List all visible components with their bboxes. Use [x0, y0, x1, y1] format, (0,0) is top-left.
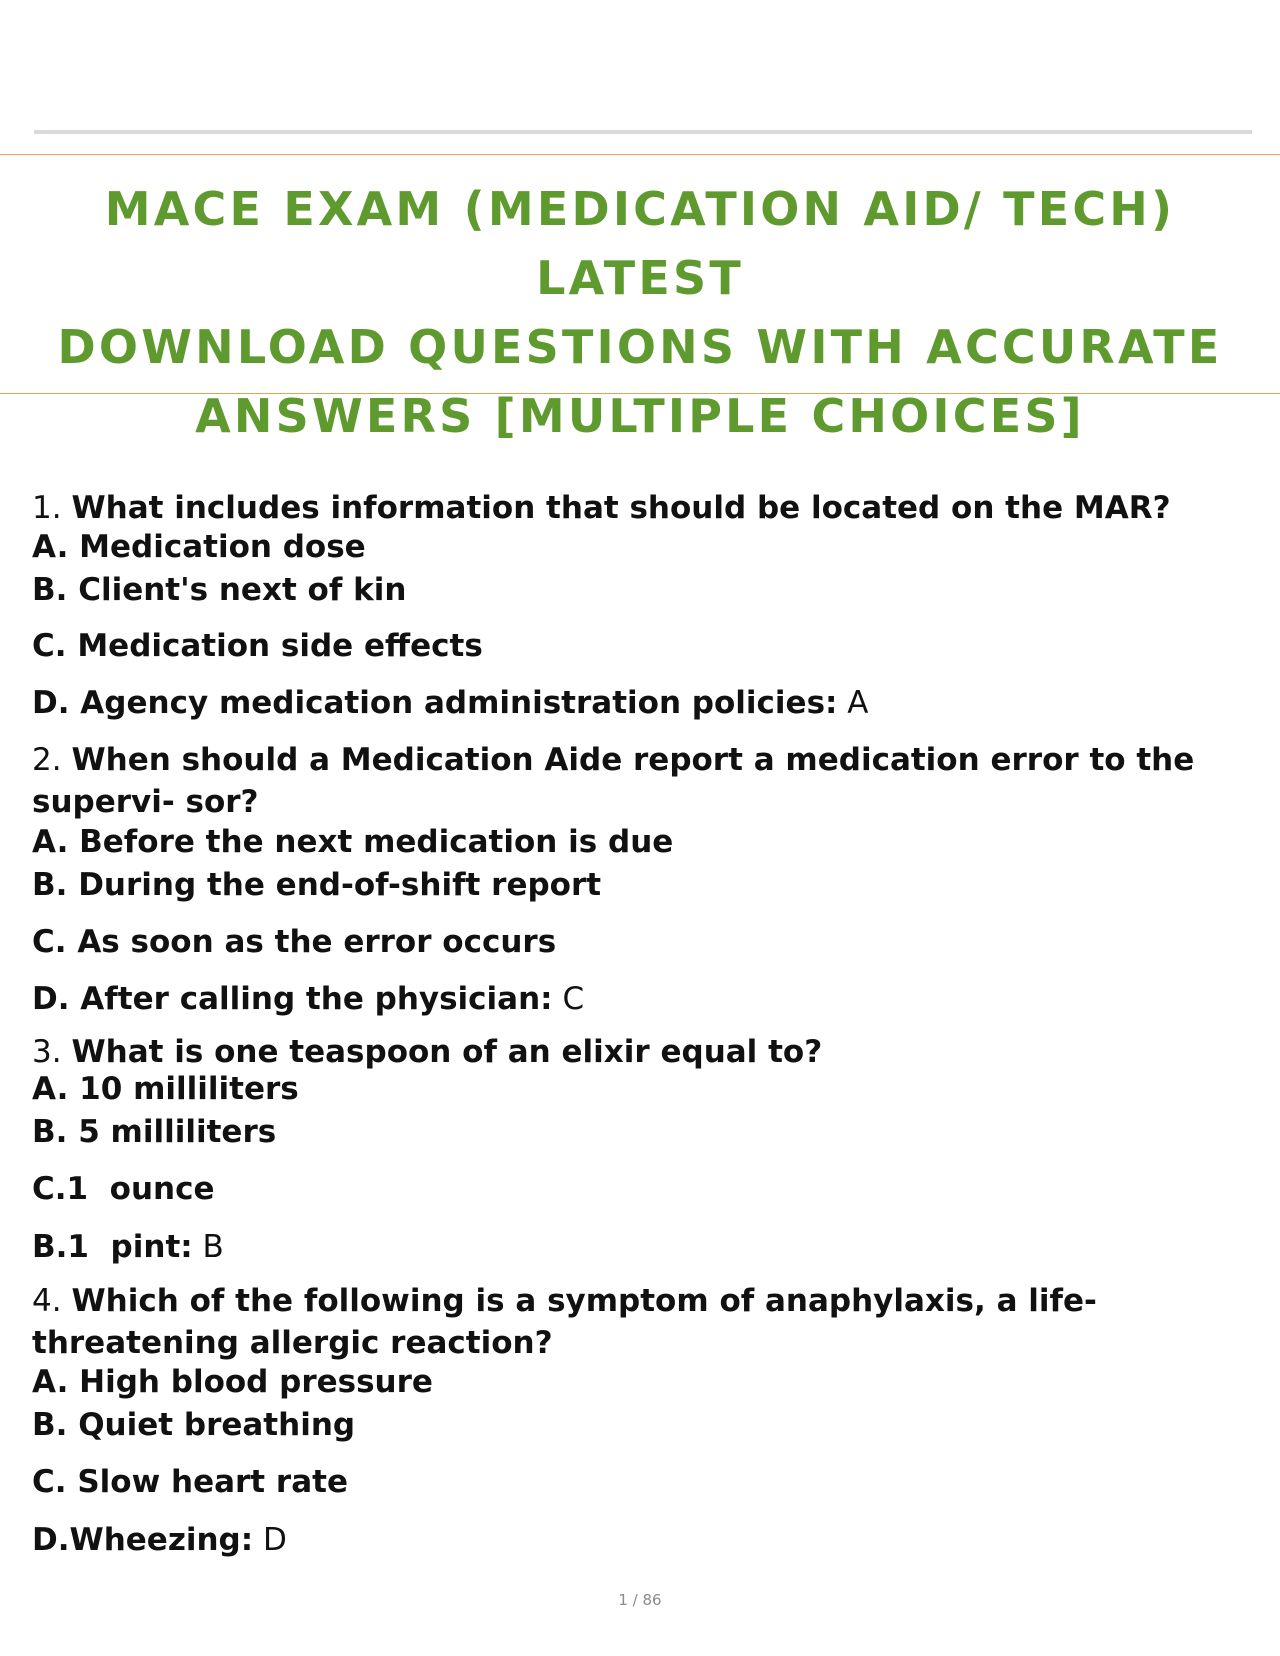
q2-option-d: D. After calling the physician: C — [32, 981, 585, 1017]
question-3 — [32, 1032, 822, 1072]
question-text: Which of the following is a symptom of anaphylaxis, a life- — [71, 1283, 1097, 1319]
q4-answer: D — [263, 1522, 287, 1558]
q1-answer: A — [847, 685, 869, 721]
q1-option-a: A. Medication dose — [32, 529, 366, 565]
q1-option-b: B. Client's next of kin — [32, 572, 407, 608]
document-title: MACE EXAM (MEDICATION AID/ TECH) LATEST DOWNLOAD QUESTIONS WITH ACCURATE ANSWERS [MULTIPLE CHOICES] — [57, 182, 1223, 443]
header-divider — [34, 130, 1252, 134]
question-4 — [32, 1281, 1097, 1321]
q3-option-a: A. 10 milliliters — [32, 1071, 299, 1107]
q1-option-d: D. Agency medication administration policies: A — [32, 685, 869, 721]
question-number: 2. — [32, 742, 62, 778]
q3-option-c: C.1 ounce — [32, 1171, 215, 1207]
q4-option-a: A. High blood pressure — [32, 1364, 433, 1400]
q2-option-a: A. Before the next medication is due — [32, 824, 674, 860]
q2-option-b: B. During the end-of-shift report — [32, 867, 602, 903]
question-text: What is one teaspoon of an elixir equal to? — [71, 1034, 823, 1070]
q2-answer: C — [562, 981, 585, 1017]
question-2 — [32, 740, 1194, 780]
q3-option-b: B. 5 milliliters — [32, 1114, 277, 1150]
question-4-continued: threatening allergic reaction? — [32, 1325, 553, 1361]
q4-option-d: D.Wheezing: D — [32, 1522, 287, 1558]
page-indicator: 1 / 86 — [618, 1591, 662, 1609]
question-1 — [32, 488, 1171, 528]
q3-answer: B — [202, 1229, 224, 1265]
question-number: 3. — [32, 1034, 62, 1070]
question-2-continued: supervi- sor? — [32, 784, 259, 820]
q3-option-d: B.1 pint: B — [32, 1229, 224, 1265]
q2-option-c: C. As soon as the error occurs — [32, 924, 557, 960]
q4-option-c: C. Slow heart rate — [32, 1464, 348, 1500]
question-text: When should a Medication Aide report a medication error to the — [71, 742, 1195, 778]
question-number: 4. — [32, 1283, 62, 1319]
q4-option-b: B. Quiet breathing — [32, 1407, 356, 1443]
q1-option-c: C. Medication side effects — [32, 628, 483, 664]
title-block — [0, 154, 1280, 443]
question-number: 1. — [32, 490, 62, 526]
question-text: What includes information that should be located on the MAR? — [71, 490, 1171, 526]
